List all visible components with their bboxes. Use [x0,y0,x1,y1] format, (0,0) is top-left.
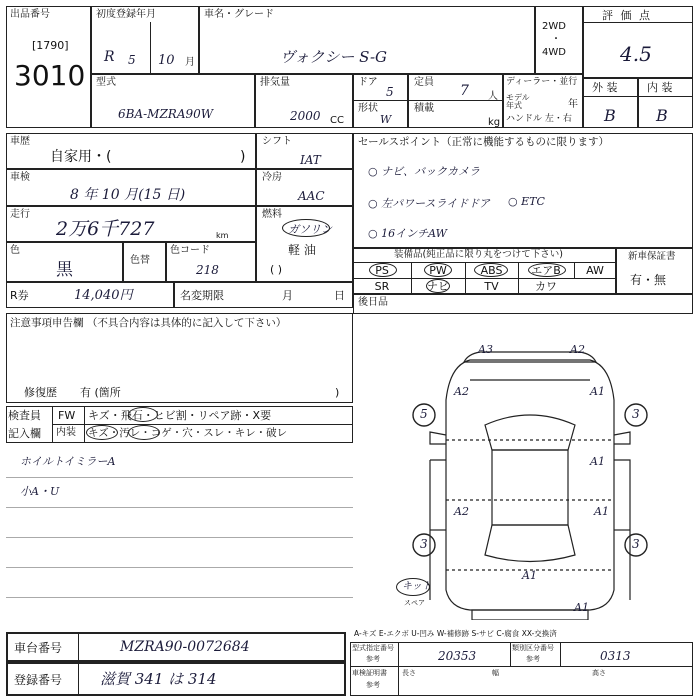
inspector-label-2: 記入欄 [8,427,41,440]
legend: A-キズ E-エクボ U-凹み W-補修跡 S-サビ C-腐食 XX-交換済 [354,629,557,638]
equip-airbag: エアB [531,264,561,277]
interior-items: キズ・汚レ・コゲ・穴・スレ・キレ・破レ [88,427,288,439]
cert-v1 [398,642,399,696]
sales-point-3: ○ ETC [508,195,545,208]
repair-close: ) [335,386,340,399]
displacement-value: 2000 [290,109,321,123]
ac-value: AAC [298,189,325,203]
mark-bumper-a1: A1 [574,601,589,614]
later-label: 後日品 [358,297,388,308]
inspect-cert-label: 車検証明書 [352,669,387,677]
roof [492,450,568,525]
grade-line [583,22,693,23]
mark-wheel-fr: 3 [632,407,640,421]
equip-sr: SR [374,280,390,293]
handle-label: ハンドル 左・右 [506,114,572,124]
circle-chip [128,407,158,422]
inspector-note-2: 小A・U [20,485,60,498]
recycle-value: 14,040円 [74,288,133,303]
mark-rear-a1: A1 [522,569,537,582]
height-label: 高さ [592,669,606,677]
sales-point-4: ○ 16インチAW [368,227,447,240]
circle-pw [424,263,452,277]
circle-abs [474,263,508,277]
grade-value: 4.5 [620,42,652,66]
note-line-1 [6,477,353,478]
spare-kit-circle [396,578,430,596]
reg-divider [150,22,151,74]
interior-insp-label: 内装 [56,427,76,438]
circle-ps [369,263,397,277]
sales-point-1: ○ ナビ、バックカメラ [368,165,480,178]
drive-dot: ・ [551,34,561,45]
sales-point-2: ○ 左パワースライドドア [368,197,490,210]
mark-wheel-fl: 5 [420,407,428,421]
name-grade-label: 車名・グレード [204,9,274,20]
note-line-3 [6,537,353,538]
fuel-circle [282,219,330,237]
dealer-label: ディーラー・並行 [506,77,578,87]
fuel-label: 燃料 [262,209,282,220]
recycle-label: R券 [10,289,29,302]
year-unit: 年 [568,99,578,110]
mark-right-a1: A1 [590,385,605,398]
left-mirror [430,432,446,444]
drive-4wd: 4WD [542,47,566,58]
first-reg-month-unit: 月 [185,57,195,68]
equip-ps: PS [375,264,389,277]
car-name: ヴォクシー S-G [280,48,388,66]
spare-kit-sub: スペア [404,599,425,607]
kg-unit: kg [488,117,501,128]
model-cert-value: 20353 [438,649,477,663]
door-value: 5 [386,85,394,99]
load-label: 積載 [414,103,434,114]
history-close: ) [240,149,246,165]
mark-left-a2: A2 [454,385,469,398]
reg-label: 登録番号 [14,673,63,687]
cert-v3 [560,642,561,666]
later-box [353,294,693,314]
first-reg-label: 初度登録年月 [96,9,156,20]
repair-value: 有 (箇所 [80,386,121,399]
first-reg-year: 5 [128,53,136,67]
class-value: 0313 [600,649,631,663]
km-unit: km [216,231,229,240]
ac-label: 冷房 [262,172,282,183]
diesel-label: 軽 油 [288,243,316,257]
fuel-paren: ( ) [270,263,283,276]
fw-items: キズ・飛石・ヒビ割・リペア跡・X要 [88,409,272,422]
rear-window [485,525,575,562]
mark-wheel-rr: 3 [632,537,640,551]
exterior-value: B [604,106,616,125]
inspect-cert-ref: 参考 [366,681,380,689]
width-label: 幅 [492,669,499,677]
reg-value: 滋賀 341 は 314 [100,670,217,688]
name-change-label: 名変期限 [180,289,224,302]
warranty-value: 有・無 [630,273,667,287]
equip-leather: カワ [535,280,557,293]
rear-bumper [472,610,588,620]
lot-code: [1790] [32,39,69,52]
note-line-2 [6,507,353,508]
warranty-label: 新車保証書 [628,251,676,262]
mark-left-rear-a2: A2 [454,505,469,518]
displacement-label: 排気量 [260,77,290,88]
circle-navi [426,279,450,293]
chassis-label: 車台番号 [14,641,63,655]
spare-kit-label: キット [402,581,432,592]
mark-right-rear-a1: A1 [594,505,609,518]
sales-title: セールスポイント（正常に機能するものに限ります） [358,136,610,148]
fw-label: FW [58,409,76,422]
mark-front-a2: A2 [570,343,585,356]
inspector-note-1: ホイルトイミラーA [20,455,116,468]
circle-airbag [528,263,566,277]
shape-label: 形状 [358,103,378,114]
circle-stain [128,425,160,440]
right-mirror [614,432,630,444]
history-box [6,133,256,169]
shift-value: IAT [300,153,321,167]
door-label: ドア [358,77,378,88]
windshield [485,415,575,450]
capacity-label: 定員 [414,77,434,88]
cc-unit: CC [330,115,344,126]
exterior-label: 外 装 [592,81,618,94]
equip-navi: ナビ [427,280,449,293]
drive-2wd: 2WD [542,21,566,32]
model-value: 6BA-MZRA90W [118,107,214,121]
lot-label: 出品番号 [10,9,50,20]
model-label: 型式 [96,77,116,88]
name-change-month: 月 [282,289,293,302]
equip-tv: TV [484,280,499,293]
model-cert-label: 型式指定番号 [352,644,394,652]
circle-scratch [86,425,118,440]
shift-label: シフト [262,136,292,147]
equipment-title: 装備品(純正品に限り丸をつけて下さい) [394,249,563,260]
cert-h1 [350,666,693,667]
equip-line2 [353,278,616,279]
chassis-value: MZRA90-0072684 [120,639,250,655]
first-reg-month: 10 [158,53,175,68]
lot-number: 3010 [14,59,86,92]
history-value: 自家用・( [50,149,112,165]
shape-value: W [380,113,392,126]
grade-label: 評 価 点 [602,9,652,22]
model-year-label: モデル年式 [506,93,530,110]
capacity-value: 7 [460,83,469,99]
mark-right-door-a1: A1 [590,455,605,468]
mark-wheel-rl: 3 [420,537,428,551]
mileage-label: 走行 [10,209,30,220]
note-line-5 [6,597,353,598]
inspector-label-1: 検査員 [8,409,41,422]
color-code-label: 色コード [170,245,210,256]
fuel-value: ガソリン [288,223,332,236]
notes-title: 注意事項申告欄 （不具合内容は具体的に記入して下さい） [10,317,287,329]
ext-int-line [583,96,693,97]
person-unit: 人 [488,91,498,102]
note-line-4 [6,567,353,568]
equip-aw: AW [586,264,604,277]
history-label: 車歴 [10,136,30,147]
class-label: 類別区分番号 [512,644,554,652]
interior-value: B [656,106,668,125]
name-change-day: 日 [334,289,345,302]
repair-label: 修復歴 [24,386,57,399]
mark-front-a3: A3 [478,343,493,356]
color-label: 色 [10,245,20,256]
equip-pw: PW [429,264,447,277]
class-ref: 参考 [526,655,540,663]
length-label: 長さ [402,669,416,677]
equip-abs: ABS [480,264,503,277]
first-reg-era: R [104,49,115,65]
model-cert-ref: 参考 [366,655,380,663]
color-code-value: 218 [196,263,219,277]
cert-v2 [510,642,511,666]
inspection-value: 8 年 10 月(15 日) [70,187,186,203]
mileage-value: 2万6千727 [56,218,155,240]
color-value: 黒 [56,260,73,280]
inspection-label: 車検 [10,172,30,183]
interior-label: 内 装 [647,81,673,94]
color-change-label: 色替 [130,255,150,266]
